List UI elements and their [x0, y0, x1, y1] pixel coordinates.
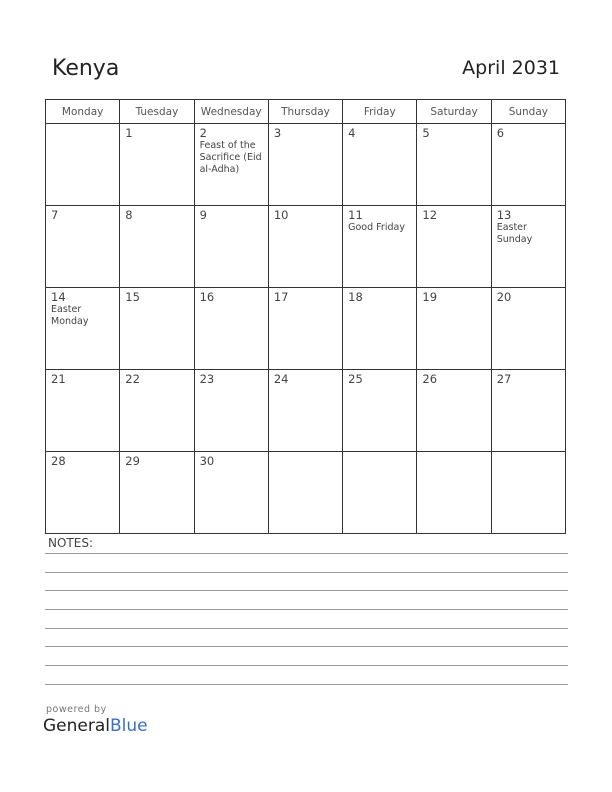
note-line: [45, 590, 568, 591]
day-number: 20: [496, 290, 512, 304]
calendar-day-cell: [46, 370, 120, 452]
day-number: 9: [199, 208, 207, 222]
calendar-day-cell: [268, 206, 342, 288]
day-number: 22: [125, 372, 140, 386]
calendar-day-cell: [194, 370, 268, 452]
day-number: 27: [496, 372, 512, 386]
weekday-header: Thursday: [268, 100, 342, 124]
day-number: 6: [496, 126, 505, 140]
day-number: 25: [348, 372, 363, 386]
day-number: 17: [273, 290, 289, 304]
day-number: 1: [125, 126, 133, 140]
calendar-day-cell: [46, 452, 120, 534]
day-number: 28: [51, 454, 66, 468]
day-number: 14: [51, 290, 66, 304]
calendar-day-cell: [46, 288, 120, 370]
day-number: 23: [199, 372, 215, 386]
calendar-day-cell: [46, 206, 120, 288]
calendar-day-cell: [194, 124, 268, 206]
day-number: 21: [51, 372, 66, 386]
note-line: [45, 646, 568, 647]
notes-label: NOTES:: [48, 536, 93, 550]
day-number: 16: [199, 290, 215, 304]
holiday-label: Easter Monday: [51, 304, 89, 327]
weekday-header: Saturday: [417, 100, 491, 124]
calendar-day-cell: [491, 452, 565, 534]
note-line: [45, 553, 568, 554]
calendar-day-cell: [491, 370, 565, 452]
day-number: 18: [348, 290, 363, 304]
calendar-week-row: [46, 206, 566, 288]
day-number: 15: [125, 290, 140, 304]
weekday-header: Monday: [46, 100, 120, 124]
day-number: 11: [348, 208, 363, 222]
calendar-day-cell: [343, 370, 417, 452]
calendar-day-cell: [343, 452, 417, 534]
calendar-week-row: [46, 124, 566, 206]
holiday-label: Good Friday: [348, 222, 405, 233]
calendar-month-title: April 2031: [462, 57, 560, 79]
brand-logo: [43, 716, 148, 736]
calendar-day-cell: [120, 370, 194, 452]
calendar-day-cell: [120, 124, 194, 206]
day-number: 2: [199, 126, 207, 140]
calendar-day-cell: [120, 206, 194, 288]
day-number: 29: [125, 454, 140, 468]
day-number: 8: [125, 208, 133, 222]
day-number: 3: [273, 126, 282, 140]
calendar-day-cell: [120, 288, 194, 370]
note-line: [45, 628, 568, 629]
calendar-day-cell: [194, 452, 268, 534]
weekday-header: Tuesday: [120, 100, 194, 124]
day-number: 4: [348, 126, 356, 140]
calendar-day-cell: [491, 124, 565, 206]
weekday-header-row: [46, 100, 566, 124]
powered-by-text: powered by: [46, 704, 107, 715]
calendar-day-cell: [268, 288, 342, 370]
calendar-day-cell: [343, 288, 417, 370]
day-number: 26: [422, 372, 438, 386]
calendar-day-cell: [268, 124, 342, 206]
weekday-header: Wednesday: [194, 100, 268, 124]
brand-logo-part: General: [43, 716, 110, 736]
calendar-day-cell: [417, 206, 491, 288]
calendar-day-cell: [120, 452, 194, 534]
brand-logo-part: Blue: [110, 716, 148, 736]
weekday-header: Sunday: [491, 100, 565, 124]
day-number: 30: [199, 454, 215, 468]
day-number: 7: [51, 208, 59, 222]
calendar-week-row: [46, 288, 566, 370]
day-number: 24: [273, 372, 289, 386]
day-number: 10: [273, 208, 289, 222]
calendar-day-cell: [194, 206, 268, 288]
calendar-day-cell: [268, 452, 342, 534]
calendar-day-cell: [417, 124, 491, 206]
note-line: [45, 665, 568, 666]
calendar-grid: [45, 99, 566, 534]
calendar-day-cell: [46, 124, 120, 206]
day-number: 5: [422, 126, 430, 140]
holiday-label: Feast of the Sacrifice (Eid al-Adha): [199, 140, 262, 175]
calendar-day-cell: [491, 206, 565, 288]
holiday-label: Easter Sunday: [496, 222, 533, 245]
calendar-day-cell: [417, 452, 491, 534]
calendar-week-row: [46, 452, 566, 534]
calendar-day-cell: [417, 370, 491, 452]
note-line: [45, 572, 568, 573]
calendar-country-title: Kenya: [52, 56, 120, 81]
weekday-header: Friday: [343, 100, 417, 124]
calendar-day-cell: [194, 288, 268, 370]
calendar-day-cell: [343, 124, 417, 206]
calendar-week-row: [46, 370, 566, 452]
note-line: [45, 684, 568, 685]
calendar-day-cell: [491, 288, 565, 370]
day-number: 13: [496, 208, 512, 222]
note-line: [45, 609, 568, 610]
calendar-day-cell: [417, 288, 491, 370]
calendar-day-cell: [343, 206, 417, 288]
calendar-day-cell: [268, 370, 342, 452]
day-number: 19: [422, 290, 438, 304]
day-number: 12: [422, 208, 438, 222]
